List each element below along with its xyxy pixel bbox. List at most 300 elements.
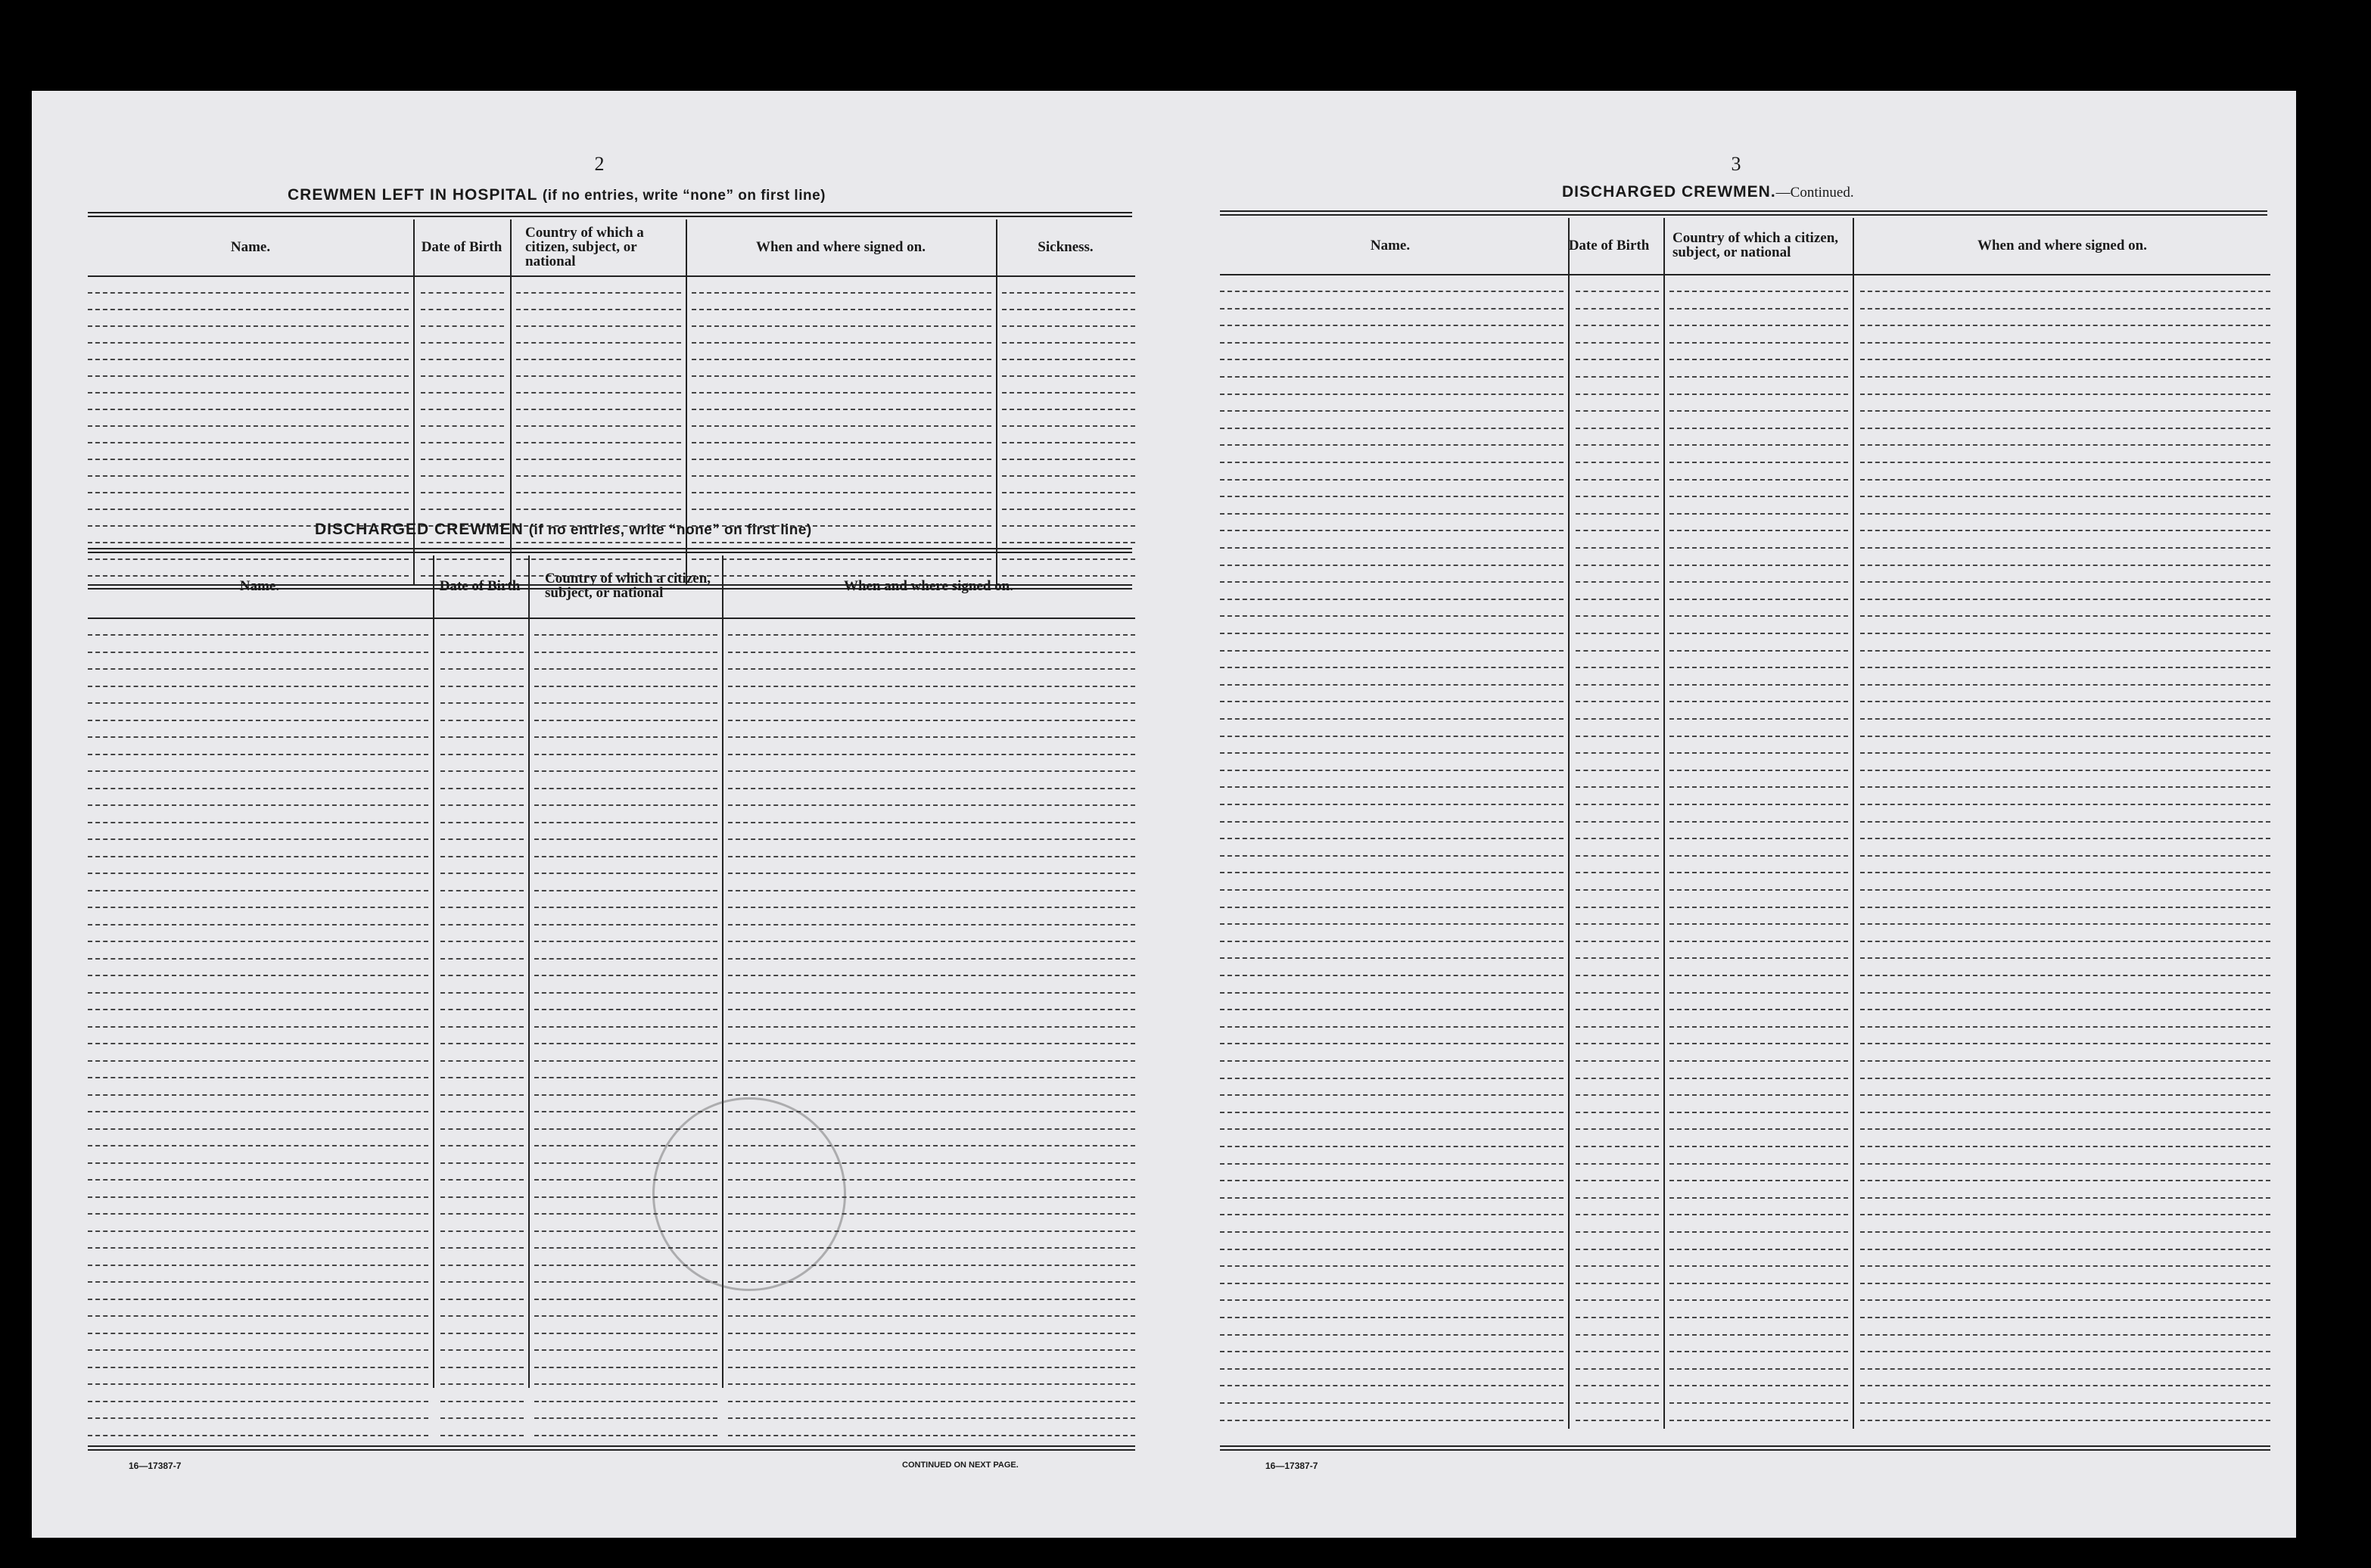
blank-entry-line (1669, 650, 1848, 652)
column-divider (1568, 218, 1570, 1429)
blank-entry-line (728, 941, 1135, 942)
blank-entry-line (88, 375, 409, 377)
blank-entry-line (1860, 513, 2270, 515)
blank-entry-line (1002, 442, 1135, 443)
blank-entry-line (1669, 907, 1848, 908)
blank-entry-line (534, 941, 717, 942)
blank-entry-line (1576, 308, 1659, 310)
blank-entry-line (692, 442, 991, 443)
blank-entry-line (1576, 786, 1659, 788)
blank-entry-line (728, 1315, 1135, 1317)
blank-entry-line (1576, 957, 1659, 959)
blank-entry-line (728, 770, 1135, 772)
blank-entry-line (534, 1299, 717, 1300)
blank-entry-line (728, 873, 1135, 874)
continued-bottom-rule (1220, 1445, 2270, 1451)
blank-entry-line (1860, 359, 2270, 360)
blank-entry-line (1576, 1420, 1659, 1421)
blank-entry-line (1220, 650, 1564, 652)
blank-entry-line (1220, 701, 1564, 702)
blank-entry-line (728, 788, 1135, 789)
blank-entry-line (516, 475, 681, 477)
form-number: 16—17387-7 (129, 1461, 182, 1471)
blank-entry-line (440, 1111, 524, 1112)
blank-entry-line (1220, 923, 1564, 925)
blank-entry-line (534, 924, 717, 926)
blank-entry-line (440, 1367, 524, 1368)
blank-entry-line (1669, 889, 1848, 891)
blank-entry-line (88, 1060, 428, 1062)
blank-entry-line (421, 292, 504, 294)
blank-entry-line (440, 702, 524, 704)
blank-entry-line (1860, 633, 2270, 634)
blank-entry-line (88, 1230, 428, 1232)
blank-entry-line (421, 492, 504, 493)
blank-entry-line (1576, 889, 1659, 891)
blank-entry-line (1002, 492, 1135, 493)
blank-entry-line (1860, 394, 2270, 395)
blank-entry-line (534, 1401, 717, 1402)
blank-entry-line (1220, 513, 1564, 515)
blank-entry-line (1576, 1385, 1659, 1386)
blank-entry-line (1576, 804, 1659, 805)
column-divider (1853, 218, 1854, 1429)
blank-entry-line (1669, 1197, 1848, 1199)
blank-entry-line (421, 459, 504, 460)
blank-entry-line (1860, 1283, 2270, 1284)
blank-entry-line (1860, 462, 2270, 463)
blank-entry-line (88, 788, 428, 789)
blank-entry-line (534, 720, 717, 721)
blank-entry-line (516, 292, 681, 294)
blank-entry-line (1669, 428, 1848, 429)
blank-entry-line (1220, 479, 1564, 481)
blank-entry-line (88, 1077, 428, 1078)
blank-entry-line (728, 652, 1135, 653)
blank-entry-line (88, 720, 428, 721)
blank-entry-line (1669, 992, 1848, 994)
blank-entry-line (1576, 1180, 1659, 1181)
blank-entry-line (1576, 428, 1659, 429)
blank-entry-line (421, 309, 504, 310)
blank-entry-line (88, 325, 409, 327)
blank-entry-line (1220, 1094, 1564, 1096)
blank-entry-line (1002, 525, 1135, 527)
blank-entry-line (1220, 1231, 1564, 1233)
blank-entry-line (88, 1281, 428, 1283)
blank-entry-line (88, 1383, 428, 1385)
blank-entry-line (1576, 530, 1659, 531)
blank-entry-line (1860, 1214, 2270, 1215)
col-header-date-of-birth: Date of Birth (439, 577, 521, 594)
blank-entry-line (1220, 444, 1564, 446)
blank-entry-line (534, 668, 717, 670)
blank-entry-line (728, 890, 1135, 891)
blank-entry-line (1669, 1146, 1848, 1147)
blank-entry-line (1669, 1420, 1848, 1421)
blank-entry-line (1669, 1351, 1848, 1352)
blank-entry-line (728, 668, 1135, 670)
blank-entry-line (1860, 1128, 2270, 1130)
blank-entry-line (534, 1383, 717, 1385)
document-sheet (32, 91, 2296, 1538)
blank-entry-line (88, 838, 428, 840)
blank-entry-line (1860, 1334, 2270, 1336)
page-number: 2 (594, 153, 605, 175)
blank-entry-line (534, 702, 717, 704)
blank-entry-line (1220, 1334, 1564, 1336)
blank-entry-line (728, 822, 1135, 823)
blank-entry-line (1576, 1078, 1659, 1079)
blank-entry-line (1220, 907, 1564, 908)
blank-entry-line (1220, 1249, 1564, 1250)
blank-entry-line (1220, 838, 1564, 839)
blank-entry-line (534, 754, 717, 755)
blank-entry-line (1220, 565, 1564, 566)
blank-entry-line (1669, 1128, 1848, 1130)
blank-entry-line (1002, 292, 1135, 294)
blank-entry-line (534, 788, 717, 789)
blank-entry-line (728, 686, 1135, 687)
blank-entry-line (88, 1213, 428, 1215)
blank-entry-line (88, 1265, 428, 1266)
blank-entry-line (1002, 342, 1135, 344)
blank-entry-line (1576, 1249, 1659, 1250)
col-header-date-of-birth: Date of Birth (421, 238, 503, 255)
blank-entry-line (421, 425, 504, 427)
col-header-name: Name. (230, 238, 271, 255)
blank-entry-line (1220, 1214, 1564, 1215)
blank-entry-line (692, 375, 991, 377)
blank-entry-line (1576, 1128, 1659, 1130)
blank-entry-line (88, 492, 409, 493)
blank-entry-line (1220, 581, 1564, 583)
blank-entry-line (1860, 1420, 2270, 1421)
blank-entry-line (534, 1009, 717, 1010)
blank-entry-line (1669, 1265, 1848, 1267)
col-header-sickness: Sickness. (1038, 238, 1094, 255)
blank-entry-line (1860, 1078, 2270, 1079)
blank-entry-line (440, 1128, 524, 1130)
blank-entry-line (1220, 1078, 1564, 1079)
blank-entry-line (1576, 581, 1659, 583)
blank-entry-line (516, 392, 681, 394)
blank-entry-line (1576, 462, 1659, 463)
blank-entry-line (728, 838, 1135, 840)
column-divider (996, 219, 997, 584)
blank-entry-line (1576, 513, 1659, 515)
blank-entry-line (1860, 804, 2270, 805)
blank-entry-line (440, 1043, 524, 1044)
blank-entry-line (440, 634, 524, 636)
blank-entry-line (421, 442, 504, 443)
blank-entry-line (1220, 1317, 1564, 1318)
blank-entry-line (88, 804, 428, 806)
blank-entry-line (692, 475, 991, 477)
blank-entry-line (1860, 1368, 2270, 1370)
blank-entry-line (728, 1299, 1135, 1300)
blank-entry-line (1669, 547, 1848, 549)
blank-entry-line (440, 1401, 524, 1402)
blank-entry-line (440, 1094, 524, 1096)
blank-entry-line (692, 492, 991, 493)
blank-entry-line (1220, 736, 1564, 737)
blank-entry-line (1669, 615, 1848, 617)
blank-entry-line (1860, 325, 2270, 326)
blank-entry-line (1669, 496, 1848, 497)
column-divider (1663, 218, 1665, 1429)
blank-entry-line (1669, 975, 1848, 976)
blank-entry-line (1576, 599, 1659, 600)
blank-entry-line (1576, 1146, 1659, 1147)
blank-entry-line (1576, 650, 1659, 652)
blank-entry-line (516, 309, 681, 310)
blank-entry-line (1220, 804, 1564, 805)
blank-entry-line (1669, 1026, 1848, 1028)
blank-entry-line (1576, 838, 1659, 839)
blank-entry-line (1576, 376, 1659, 378)
blank-entry-line (516, 425, 681, 427)
blank-entry-line (1669, 667, 1848, 668)
blank-entry-line (88, 292, 409, 294)
blank-entry-line (534, 1333, 717, 1334)
blank-entry-line (1576, 1402, 1659, 1404)
blank-entry-line (1576, 479, 1659, 481)
blank-entry-line (1860, 770, 2270, 771)
blank-entry-line (1669, 941, 1848, 942)
blank-entry-line (1220, 941, 1564, 942)
blank-entry-line (1669, 599, 1848, 600)
blank-entry-line (1860, 941, 2270, 942)
blank-entry-line (440, 1247, 524, 1249)
blank-entry-line (88, 686, 428, 687)
blank-entry-line (728, 736, 1135, 738)
discharged-title-note: (if no entries, write “none” on first line) (528, 522, 812, 538)
col-header-name: Name. (239, 577, 280, 594)
blank-entry-line (534, 1026, 717, 1028)
blank-entry-line (88, 1435, 428, 1436)
blank-entry-line (534, 736, 717, 738)
blank-entry-line (88, 822, 428, 823)
blank-entry-line (440, 1145, 524, 1146)
blank-entry-line (1576, 1265, 1659, 1267)
blank-entry-line (728, 1009, 1135, 1010)
blank-entry-line (1220, 1146, 1564, 1147)
blank-entry-line (1669, 838, 1848, 839)
blank-entry-line (516, 325, 681, 327)
blank-entry-line (1220, 1026, 1564, 1028)
blank-entry-line (1860, 752, 2270, 754)
col-header-when-where: When and where signed on. (843, 577, 1013, 594)
blank-entry-line (1860, 718, 2270, 720)
blank-entry-line (1669, 1214, 1848, 1215)
blank-entry-line (1669, 1112, 1848, 1113)
blank-entry-line (1860, 342, 2270, 344)
blank-entry-line (421, 325, 504, 327)
blank-entry-line (1860, 308, 2270, 310)
blank-entry-line (728, 702, 1135, 704)
col-header-name: Name. (1370, 237, 1411, 254)
blank-entry-line (440, 838, 524, 840)
blank-entry-line (1860, 615, 2270, 617)
blank-entry-line (440, 1196, 524, 1198)
continued-top-rule (1220, 210, 2267, 216)
column-divider (433, 555, 434, 1388)
blank-entry-line (440, 1230, 524, 1232)
blank-entry-line (1220, 394, 1564, 395)
blank-entry-line (1860, 530, 2270, 531)
blank-entry-line (1220, 308, 1564, 310)
blank-entry-line (1669, 821, 1848, 823)
blank-entry-line (1576, 907, 1659, 908)
blank-entry-line (1860, 1265, 2270, 1267)
blank-entry-line (1669, 308, 1848, 310)
blank-entry-line (440, 890, 524, 891)
blank-entry-line (516, 509, 681, 510)
blank-entry-line (534, 890, 717, 891)
blank-entry-line (1860, 1060, 2270, 1062)
blank-entry-line (728, 975, 1135, 976)
blank-entry-line (692, 309, 991, 310)
blank-entry-line (440, 1077, 524, 1078)
blank-entry-line (1576, 1197, 1659, 1199)
discharged-table (88, 555, 1135, 1539)
blank-entry-line (88, 459, 409, 460)
blank-entry-line (1002, 509, 1135, 510)
blank-entry-line (1669, 1334, 1848, 1336)
blank-entry-line (1220, 1265, 1564, 1267)
blank-entry-line (88, 907, 428, 908)
blank-entry-line (1860, 992, 2270, 994)
blank-entry-line (1669, 479, 1848, 481)
blank-entry-line (1669, 462, 1848, 463)
col-header-country: Country of which a citizen, subject, or national (545, 571, 711, 601)
blank-entry-line (1860, 701, 2270, 702)
blank-entry-line (1576, 1163, 1659, 1165)
blank-entry-line (440, 1213, 524, 1215)
blank-entry-line (1220, 1385, 1564, 1386)
blank-entry-line (88, 1094, 428, 1096)
blank-entry-line (692, 542, 991, 543)
blank-entry-line (88, 1026, 428, 1028)
blank-entry-line (1220, 855, 1564, 857)
blank-entry-line (1220, 325, 1564, 326)
blank-entry-line (1220, 752, 1564, 754)
blank-entry-line (1576, 821, 1659, 823)
blank-entry-line (1002, 425, 1135, 427)
blank-entry-line (692, 509, 991, 510)
blank-entry-line (88, 941, 428, 942)
blank-entry-line (1220, 992, 1564, 994)
blank-entry-line (728, 856, 1135, 857)
blank-entry-line (534, 804, 717, 806)
blank-entry-line (1220, 1283, 1564, 1284)
blank-entry-line (88, 975, 428, 976)
blank-entry-line (88, 309, 409, 310)
blank-entry-line (440, 1009, 524, 1010)
blank-entry-line (728, 1383, 1135, 1385)
blank-entry-line (1669, 1249, 1848, 1250)
blank-entry-line (1860, 581, 2270, 583)
blank-entry-line (1576, 1043, 1659, 1044)
blank-entry-line (1220, 770, 1564, 771)
blank-entry-line (1576, 1368, 1659, 1370)
blank-entry-line (1669, 1283, 1848, 1284)
blank-entry-line (440, 1179, 524, 1181)
blank-entry-line (728, 924, 1135, 926)
blank-entry-line (1669, 1060, 1848, 1062)
blank-entry-line (1669, 444, 1848, 446)
col-header-date-of-birth: Date of Birth (1568, 237, 1650, 254)
blank-entry-line (1669, 513, 1848, 515)
blank-entry-line (1669, 359, 1848, 360)
blank-entry-line (1220, 462, 1564, 463)
blank-entry-line (1576, 359, 1659, 360)
blank-entry-line (728, 907, 1135, 908)
blank-entry-line (1220, 872, 1564, 873)
blank-entry-line (1860, 786, 2270, 788)
blank-entry-line (1860, 1385, 2270, 1386)
blank-entry-line (1860, 872, 2270, 873)
blank-entry-line (1220, 667, 1564, 668)
blank-entry-line (1220, 1197, 1564, 1199)
blank-entry-line (88, 509, 409, 510)
blank-entry-line (534, 770, 717, 772)
blank-entry-line (88, 1401, 428, 1402)
blank-entry-line (728, 1435, 1135, 1436)
blank-entry-line (88, 736, 428, 738)
blank-entry-line (1576, 736, 1659, 737)
blank-entry-line (1860, 838, 2270, 839)
discharged-continued-title (1562, 183, 1854, 201)
blank-entry-line (421, 409, 504, 410)
blank-entry-line (88, 958, 428, 960)
faint-seal-stamp (652, 1097, 846, 1291)
blank-entry-line (1669, 1163, 1848, 1165)
blank-entry-line (1220, 1299, 1564, 1301)
blank-entry-line (1860, 1299, 2270, 1301)
blank-entry-line (1669, 1231, 1848, 1233)
discharged-title-text: DISCHARGED CREWMEN (315, 521, 524, 538)
blank-entry-line (1220, 342, 1564, 344)
blank-entry-line (1669, 1180, 1848, 1181)
blank-entry-line (88, 1247, 428, 1249)
blank-entry-line (440, 1435, 524, 1436)
blank-entry-line (1669, 736, 1848, 737)
blank-entry-line (1576, 342, 1659, 344)
right-page (1164, 91, 2296, 1538)
blank-entry-line (728, 1077, 1135, 1078)
blank-entry-line (88, 475, 409, 477)
blank-entry-line (88, 359, 409, 360)
blank-entry-line (1576, 1094, 1659, 1096)
blank-entry-line (440, 941, 524, 942)
blank-entry-line (1669, 325, 1848, 326)
blank-entry-line (534, 1094, 717, 1096)
blank-entry-line (1860, 1043, 2270, 1044)
blank-entry-line (1576, 291, 1659, 292)
left-page (32, 91, 1164, 1538)
hospital-top-rule (88, 212, 1132, 217)
blank-entry-line (1860, 376, 2270, 378)
blank-entry-line (1860, 907, 2270, 908)
blank-entry-line (1220, 410, 1564, 412)
col-header-country: Country of which a citizen, subject, or national (525, 224, 644, 269)
discharged-section-title (315, 521, 812, 539)
blank-entry-line (692, 325, 991, 327)
blank-entry-line (534, 686, 717, 687)
blank-entry-line (1220, 1180, 1564, 1181)
